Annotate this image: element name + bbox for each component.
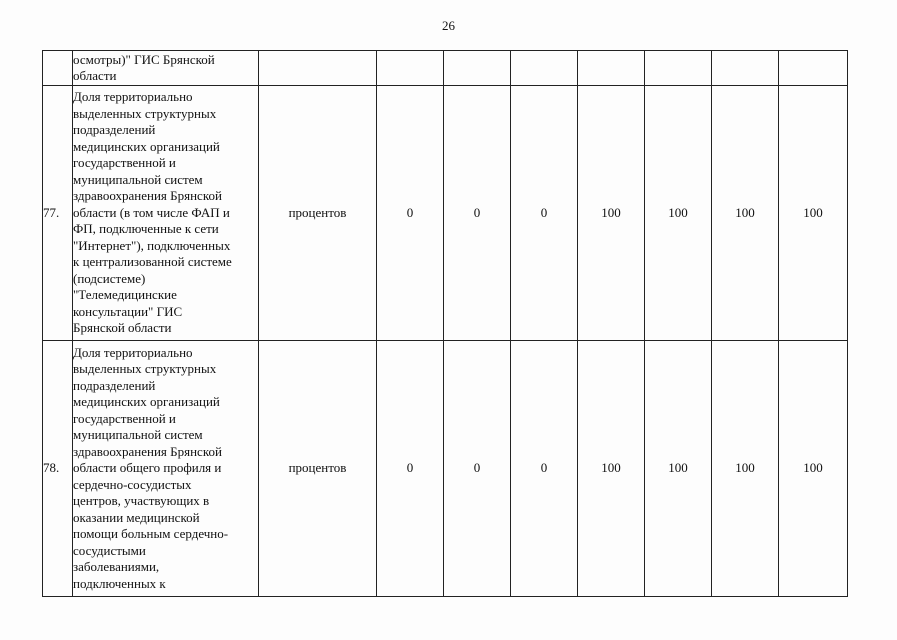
value-cell — [779, 51, 848, 86]
indicator-name-line: оказании медицинской — [73, 509, 200, 525]
value-cell: 100 — [645, 86, 712, 341]
value-cell: 0 — [444, 341, 511, 597]
value-cell: 100 — [779, 86, 848, 341]
value-cell: 0 — [377, 341, 444, 597]
value-cell: 0 — [444, 86, 511, 341]
indicator-name-line: подключенных к — [73, 575, 166, 591]
value-cell: 0 — [511, 341, 578, 597]
indicator-name-line: муниципальной систем — [73, 171, 203, 187]
indicator-name-line: сердечно-сосудистых — [73, 476, 192, 492]
value-cell — [645, 51, 712, 86]
indicator-name-line: заболеваниями, — [73, 559, 160, 575]
indicator-name-line: медицинских организаций — [73, 138, 220, 154]
indicator-name — [73, 86, 259, 341]
indicator-name-line: здравоохранения Брянской — [73, 188, 222, 204]
value-cell: 100 — [779, 341, 848, 597]
indicator-name-line: помощи больным сердечно- — [73, 526, 229, 542]
indicator-name-line: государственной и — [73, 155, 176, 171]
indicator-name-line: области (в том числе ФАП и — [73, 204, 230, 220]
indicator-name-line: здравоохранения Брянской — [73, 443, 222, 459]
table-row — [43, 86, 848, 341]
indicator-name-line: выделенных структурных — [73, 105, 217, 121]
value-cell: 100 — [712, 86, 779, 341]
indicator-name-line: области — [73, 68, 117, 83]
indicator-name-line: выделенных структурных — [73, 361, 217, 377]
indicator-name-line: к централизованной системе — [73, 254, 232, 270]
indicator-name-line: подразделений — [73, 377, 156, 393]
indicator-name-line: "Интернет"), подключенных — [73, 237, 231, 253]
indicator-name-line: Доля территориально — [73, 344, 193, 360]
indicator-name-line: муниципальной систем — [73, 427, 203, 443]
value-cell: 100 — [645, 341, 712, 597]
value-cell — [377, 51, 444, 86]
indicator-name-line: Брянской области — [73, 320, 172, 336]
value-cell — [578, 51, 645, 86]
indicator-name-line: (подсистеме) — [73, 270, 146, 286]
value-cell — [444, 51, 511, 86]
unit-cell — [259, 51, 377, 86]
indicator-name — [73, 341, 259, 597]
indicator-name-line: консультации" ГИС — [73, 303, 183, 319]
value-cell: 0 — [511, 86, 578, 341]
indicator-name — [73, 51, 259, 86]
indicator-name-line: подразделений — [73, 122, 156, 138]
row-number — [43, 51, 73, 86]
indicators-table — [42, 50, 848, 597]
value-cell — [511, 51, 578, 86]
indicator-name-line: медицинских организаций — [73, 394, 220, 410]
table-row — [43, 341, 848, 597]
value-cell: 100 — [578, 86, 645, 341]
indicator-name-line: "Телемедицинские — [73, 287, 177, 303]
value-cell: 0 — [377, 86, 444, 341]
indicator-name-line: сосудистыми — [73, 542, 146, 558]
unit-cell: процентов — [259, 86, 377, 341]
indicator-name-line: государственной и — [73, 410, 176, 426]
indicator-name-line: осмотры)" ГИС Брянской — [73, 52, 215, 67]
indicator-name-line: Доля территориально — [73, 89, 193, 105]
indicator-name-line: ФП, подключенные к сети — [73, 221, 219, 237]
value-cell — [712, 51, 779, 86]
table-row — [43, 51, 848, 86]
indicator-name-line: области общего профиля и — [73, 460, 222, 476]
indicator-name-line: центров, участвующих в — [73, 493, 210, 509]
row-number: 77. — [43, 86, 73, 341]
page-number: 26 — [442, 18, 455, 33]
row-number: 78. — [43, 341, 73, 597]
unit-cell: процентов — [259, 341, 377, 597]
value-cell: 100 — [578, 341, 645, 597]
value-cell: 100 — [712, 341, 779, 597]
